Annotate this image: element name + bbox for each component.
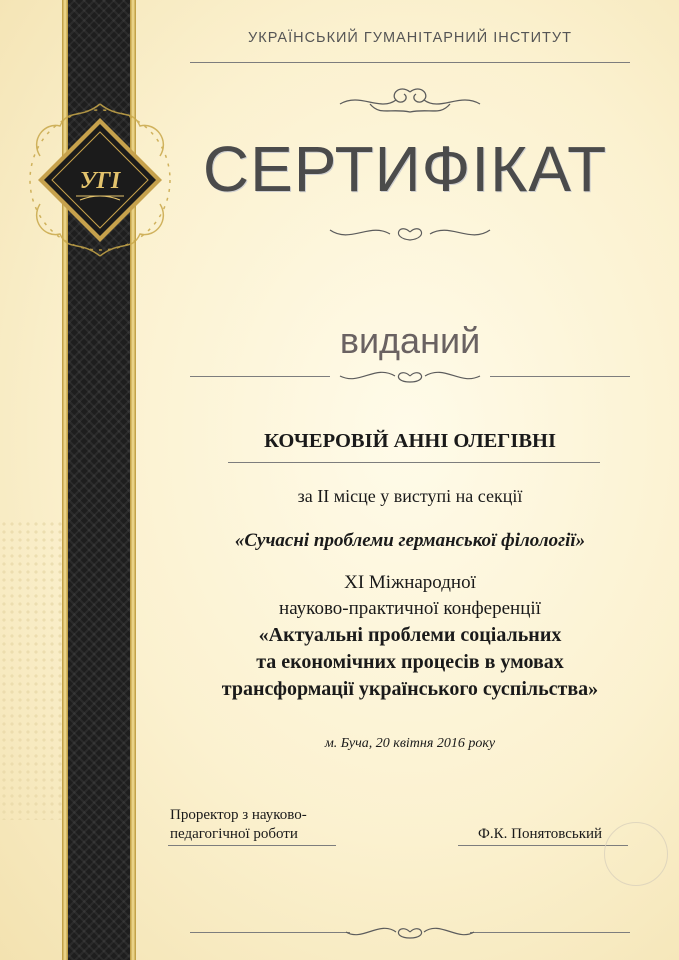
conference-name-1: «Актуальні проблеми соціальних xyxy=(258,624,562,646)
header-divider xyxy=(190,62,630,63)
issued-divider-right xyxy=(490,376,630,377)
institute-logo xyxy=(20,100,180,260)
seal-watermark xyxy=(604,822,668,886)
footer-divider-left xyxy=(190,932,350,933)
ornament-bottom xyxy=(340,916,480,946)
signatory-name: Ф.К. Понятовський xyxy=(478,826,603,842)
signatory-role-2: педагогічної роботи xyxy=(170,826,298,842)
place-date: м. Буча, 20 квітня 2016 року xyxy=(324,736,496,751)
conference-name-2: та економічних процесів в умовах xyxy=(256,651,564,673)
conference-name-3: трансформації українського суспільства» xyxy=(221,678,599,700)
footer-divider-right xyxy=(470,932,630,933)
recipient-underline xyxy=(228,462,600,463)
conference-line-2: науково-практичної конференції xyxy=(279,598,541,619)
section-name: «Сучасні проблеми германської філології» xyxy=(234,530,586,551)
issued-divider-left xyxy=(190,376,330,377)
ornament-under-title xyxy=(320,218,500,248)
logo-monogram: УГІ xyxy=(79,168,121,194)
signature-line-right xyxy=(458,845,628,846)
issued-label: виданий xyxy=(339,320,481,361)
certificate-title: СЕРТИФІКАТ xyxy=(202,133,608,205)
institute-name: УКРАЇНСЬКИЙ ГУМАНІТАРНИЙ ІНСТИТУТ xyxy=(248,30,572,46)
ornament-top xyxy=(330,82,490,122)
signature-line-left xyxy=(168,845,336,846)
ornament-issued xyxy=(335,362,485,390)
award-text: за ІІ місце у виступі на секції xyxy=(297,486,523,506)
conference-line-1: XI Міжнародної xyxy=(344,572,476,593)
recipient-name: КОЧЕРОВІЙ АННІ ОЛЕГІВНІ xyxy=(264,430,556,452)
halftone-pattern xyxy=(0,520,62,820)
signatory-role-1: Проректор з науково- xyxy=(170,807,307,823)
